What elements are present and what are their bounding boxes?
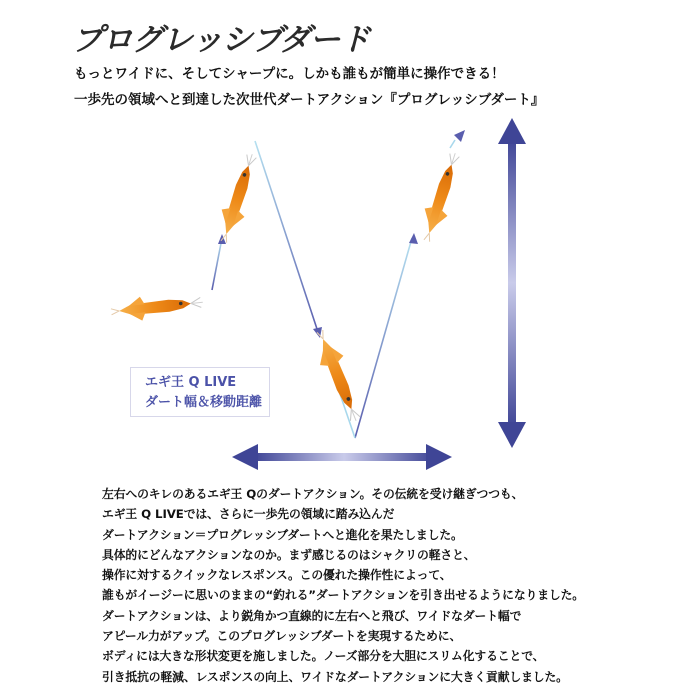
- caption-description: ダート幅＆移動距離: [145, 395, 263, 410]
- dart-action-diagram: [0, 110, 700, 480]
- caption-product: エギ王 Q LIVE: [145, 375, 237, 390]
- body-line: ダートアクション＝プログレッシブダートへと進化を果たしました。: [102, 527, 463, 542]
- body-line: ダートアクションは、より鋭角かつ直線的に左右へと飛び、ワイドなダート幅で: [102, 608, 522, 623]
- lead-line-1: もっとワイドに、そしてシャープに。しかも誰もが簡単に操作できる！: [74, 66, 505, 82]
- page-title: プログレッシブダード: [72, 22, 370, 58]
- path-segment-2: [255, 141, 318, 332]
- body-line: エギ王 Q LIVEでは、さらに一歩先の領域に踏み込んだ: [102, 507, 395, 522]
- lure-icon: [212, 151, 263, 246]
- arrowhead-icon: [454, 130, 465, 142]
- arrowhead-icon: [409, 233, 418, 244]
- path-segment-3: [355, 238, 412, 438]
- body-line: 操作に対するクイックなレスポンス。この優れた操作性によって、: [102, 568, 452, 583]
- body-line: 引き抵抗の軽減、レスポンスの向上、ワイドなダートアクションに大きく貢献しました。: [102, 669, 568, 684]
- body-line: 左右へのキレのあるエギ王 Qのダートアクション。その伝統を受け継ぎつつも、: [102, 487, 524, 501]
- lure-icon: [308, 326, 368, 425]
- path-segment-1: [212, 238, 222, 290]
- lure-icon: [415, 150, 466, 245]
- vertical-range-arrow-icon: [498, 118, 526, 448]
- lead-line-2: 一歩先の領域へと到達した次世代ダートアクション『プログレッシブダート』: [74, 92, 545, 108]
- body-line: 誰もがイージーに思いのままの“釣れる”ダートアクションを引き出せるようになりました。: [102, 588, 585, 603]
- body-line: ボディには大きな形状変更を施しました。ノーズ部分を大胆にスリム化することで、: [102, 649, 545, 664]
- horizontal-range-arrow-icon: [232, 444, 452, 470]
- lure-icon: [110, 290, 204, 323]
- body-line: アピール力がアップ。このプログレッシブダートを実現するために、: [102, 629, 462, 644]
- body-text: [102, 484, 692, 687]
- path-segment-4: [450, 140, 455, 148]
- body-line: 具体的にどんなアクションなのか。まず感じるのはシャクリの軽さと、: [102, 547, 476, 562]
- caption-box: [130, 367, 270, 417]
